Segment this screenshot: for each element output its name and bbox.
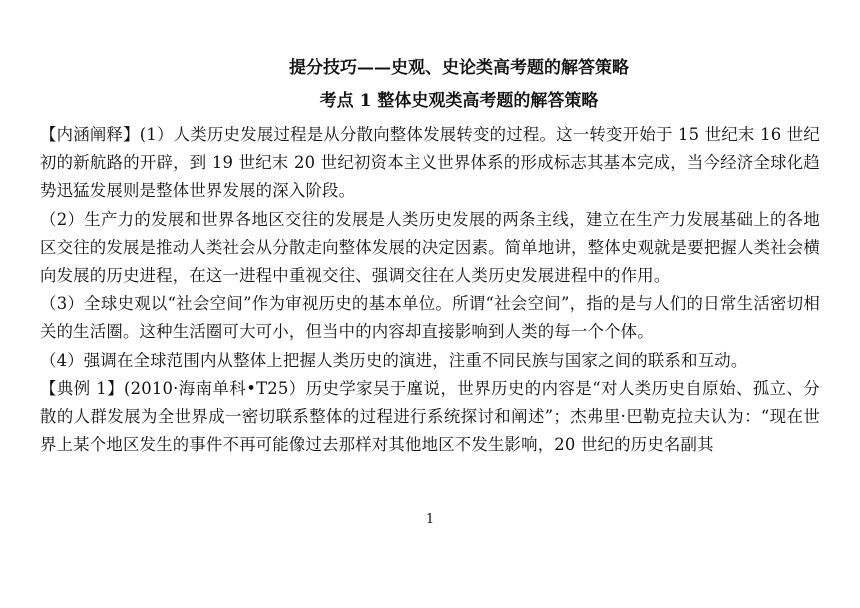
paragraph-connotation-2: （2）生产力的发展和世界各地区交往的发展是人类历史发展的两条主线，建立在生产力发展基础上的各地区交往的发展是推动人类社会从分散走向整体发展的决定因素。简单地讲，整体史观就是要把握人类社会横向发展的历史进程，在这一进程中重视交往、强调交往在人类历史发展进程中的作用。 [40, 209, 820, 286]
paragraph-example-1: 【典例 1】(2010·海南单科•T25）历史学家吴于廑说，世界历史的内容是“对人类历史自原始、孤立、分散的人群发展为全世界成一密切联系整体的过程进行系统探讨和阐述”；杰弗里·巴勒克拉夫认为：“现在世界上某个地区发生的事件不再可能像过去那样对其他地区不发生影响，20 世纪的历史名副其 [40, 378, 820, 455]
body-text [40, 121, 820, 459]
document-title: 提分技巧——史观、史论类高考题的解答策略 [289, 58, 629, 78]
paragraph-connotation-1: 【内涵阐释】(1）人类历史发展过程是从分散向整体发展转变的过程。这一转变开始于 15 世纪末 16 世纪初的新航路的开辟，到 19 世纪末 20 世纪初资本主义世界体系的形成标志其基本完成，当今经济全球化趋势迅猛发展则是整体世界发展的深入阶段。 [40, 125, 820, 201]
section-heading: 考点 1 整体史观类高考题的解答策略 [319, 91, 599, 111]
page-number: 1 [425, 512, 435, 527]
paragraph-connotation-4: （4）强调在全球范围内从整体上把握人类历史的演进，注重不同民族与国家之间的联系和互动。 [40, 350, 748, 370]
paragraph-connotation-3: （3）全球史观以“社会空间”作为审视历史的基本单位。所谓“社会空间”，指的是与人们的日常生活密切相关的生活圈。这种生活圈可大可小，但当中的内容却直接影响到人类的每一个个体。 [40, 294, 820, 342]
